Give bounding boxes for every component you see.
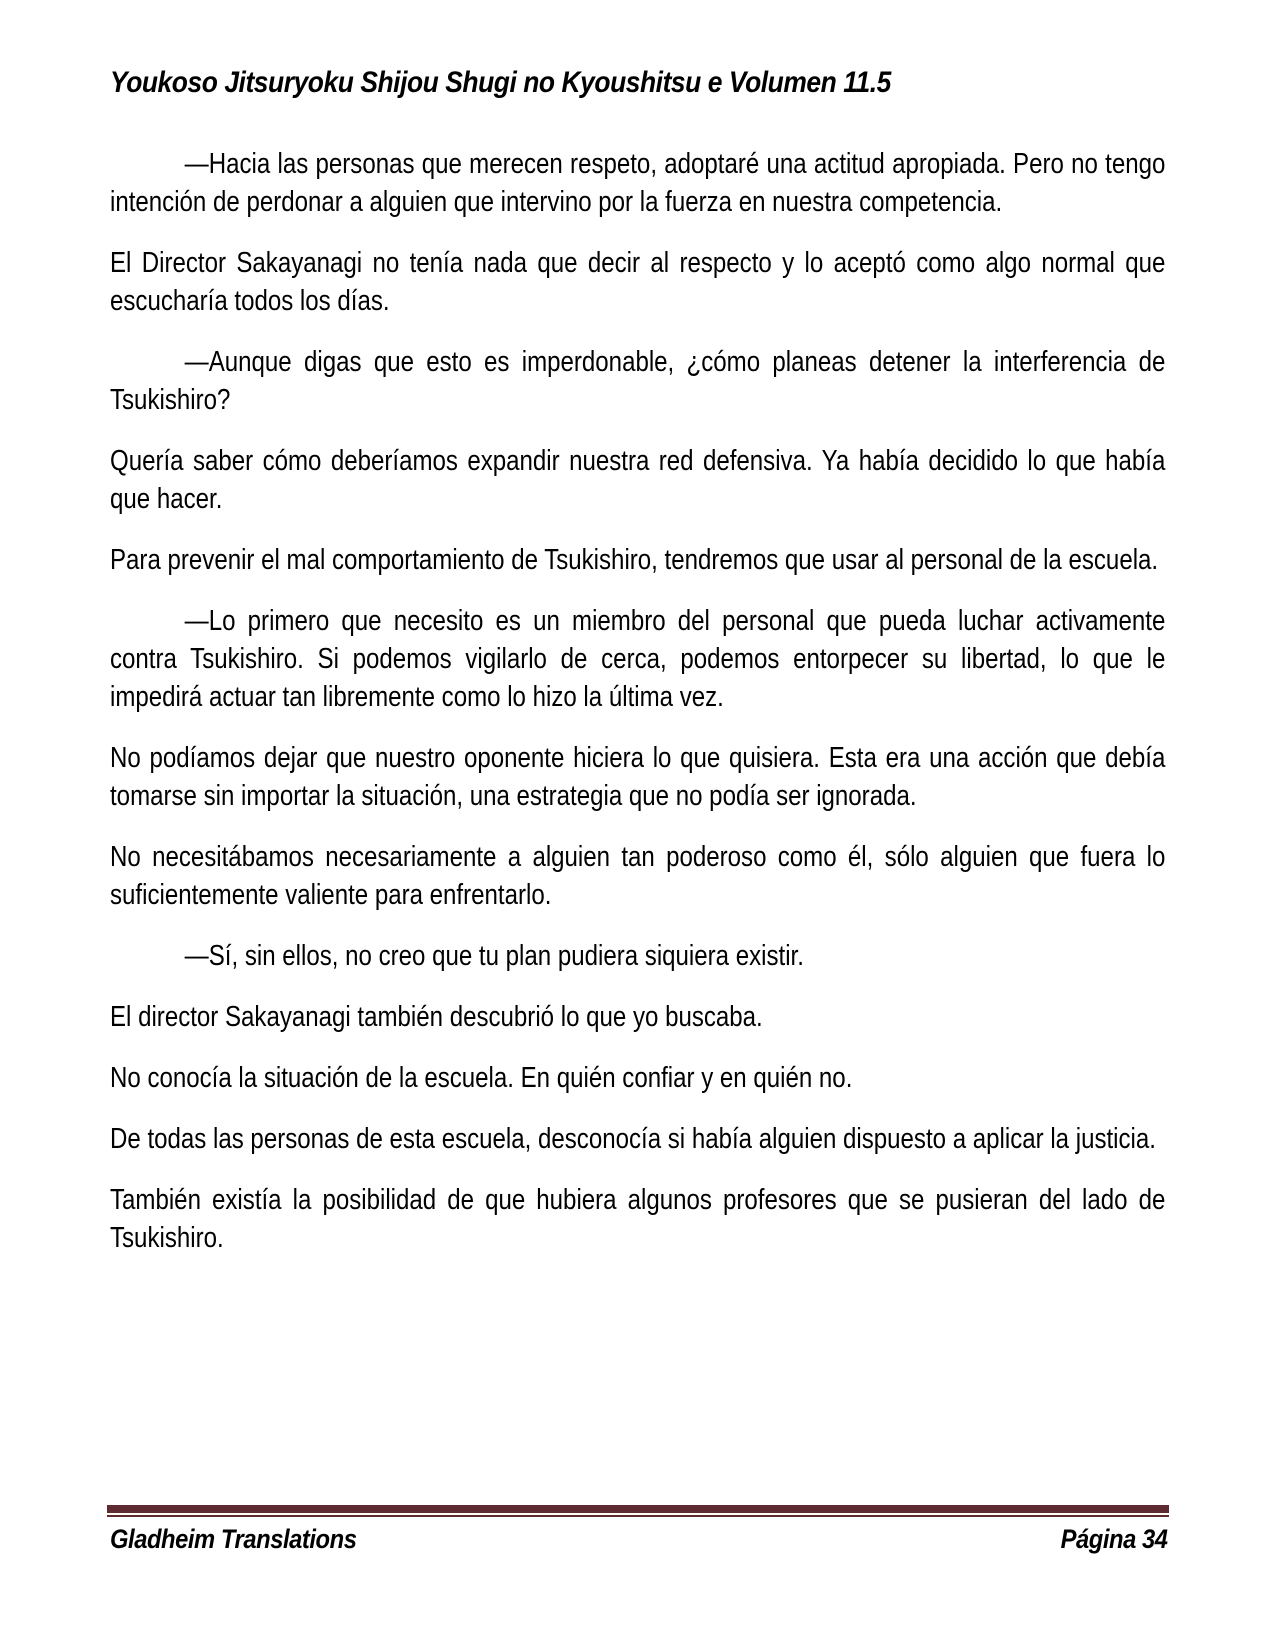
- footer-rule: [107, 1505, 1169, 1517]
- page-body-text: [110, 145, 1166, 1280]
- paragraph: No necesitábamos necesariamente a alguien tan poderoso como él, sólo alguien que fuera lo suficientemente valiente para enfrentarlo.: [110, 841, 1166, 911]
- footer-page-number: Página 34: [1061, 1524, 1168, 1554]
- header-title: Youkoso Jitsuryoku Shijou Shugi no Kyoushitsu e Volumen 11.5: [110, 66, 891, 99]
- paragraph: Para prevenir el mal comportamiento de Tsukishiro, tendremos que usar al personal de la escuela.: [110, 544, 1159, 576]
- paragraph: —Aunque digas que esto es imperdonable, ¿cómo planeas detener la interferencia de Tsukishiro?: [110, 346, 1166, 416]
- paragraph: No podíamos dejar que nuestro oponente hiciera lo que quisiera. Esta era una acción que debía tomarse sin importar la situación, una estrategia que no podía ser ignorada.: [110, 742, 1166, 812]
- paragraph: También existía la posibilidad de que hubiera algunos profesores que se pusieran del lado de Tsukishiro.: [110, 1184, 1166, 1254]
- paragraph: —Lo primero que necesito es un miembro del personal que pueda luchar activamente contra Tsukishiro. Si podemos vigilarlo de cerca, podemos entorpecer su libertad, lo que le impedirá actuar tan libremente como lo hizo la última vez.: [110, 605, 1166, 713]
- paragraph: —Hacia las personas que merecen respeto, adoptaré una actitud apropiada. Pero no tengo intención de perdonar a alguien que intervino por la fuerza en nuestra competencia.: [110, 148, 1166, 218]
- page-footer: [110, 1524, 1168, 1555]
- paragraph: Quería saber cómo deberíamos expandir nuestra red defensiva. Ya había decidido lo que había que hacer.: [110, 445, 1166, 515]
- paragraph: No conocía la situación de la escuela. En quién confiar y en quién no.: [110, 1062, 853, 1094]
- paragraph: De todas las personas de esta escuela, desconocía si había alguien dispuesto a aplicar la justicia.: [110, 1123, 1156, 1155]
- page-header: [110, 66, 997, 100]
- footer-translator-credit: Gladheim Translations: [110, 1524, 357, 1554]
- paragraph: —Sí, sin ellos, no creo que tu plan pudiera siquiera existir.: [184, 940, 804, 972]
- footer-rule-thin-line: [107, 1515, 1169, 1517]
- paragraph: El director Sakayanagi también descubrió lo que yo buscaba.: [110, 1001, 763, 1033]
- footer-rule-thick-line: [107, 1505, 1169, 1513]
- paragraph: El Director Sakayanagi no tenía nada que decir al respecto y lo aceptó como algo normal que escucharía todos los días.: [110, 247, 1166, 317]
